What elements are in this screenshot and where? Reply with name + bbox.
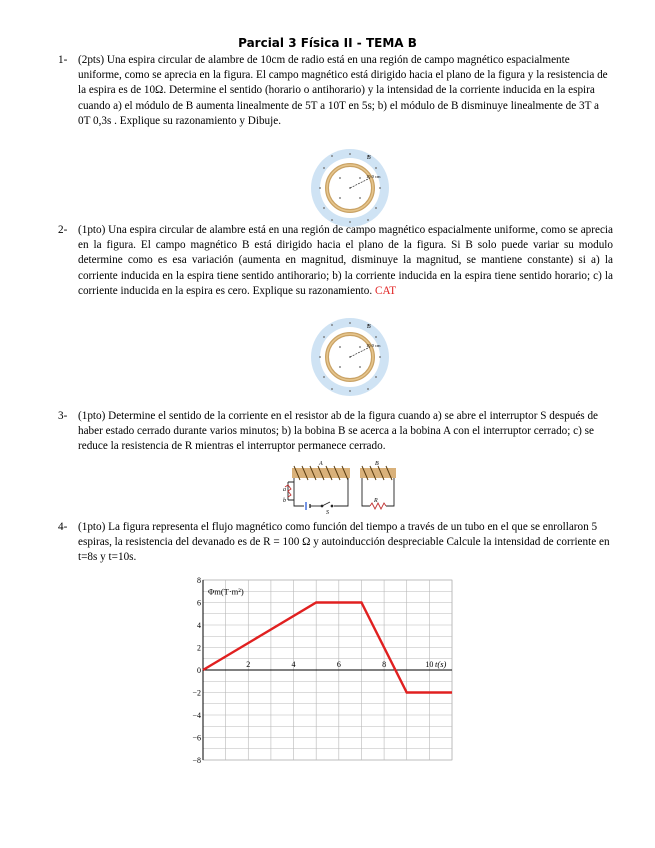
page-title: Parcial 3 Física II - TEMA B bbox=[238, 36, 417, 50]
field-label: B bbox=[367, 155, 371, 161]
y-tick-label: 6 bbox=[197, 598, 201, 608]
y-tick-label: −6 bbox=[192, 733, 201, 743]
coil-label-b: b bbox=[283, 498, 286, 504]
y-tick-label: 8 bbox=[197, 576, 201, 585]
x-tick-label: 4 bbox=[291, 660, 296, 669]
coil-label-A: A bbox=[319, 461, 323, 467]
field-label: B bbox=[367, 324, 371, 330]
y-tick-label: −8 bbox=[192, 756, 201, 765]
coil-figure bbox=[282, 460, 407, 516]
problem-text: (2pts) Una espira circular de alambre de 10cm de radio está en una región de campo magnético espacialmente uniforme, como se aprecia en la figura. El campo magnético está dirigido hacia el plano de la figura y la resistencia de la espira es de 10Ω. Determine el sentido (horario o antihorario) y la intensidad de la corriente inducida en la espira cuando a) el módulo de B aumenta linealmente de 5T a 10T en 5s; b) el módulo de B disminuye linealmente de 3T a 0T 0,3s . Explique su razonamiento y Dibuje. bbox=[78, 54, 608, 127]
coil-label-R: R bbox=[374, 498, 378, 504]
x-axis-label: t(s) bbox=[435, 659, 447, 669]
loop-figure-2 bbox=[310, 317, 390, 397]
coil-label-B: B bbox=[375, 461, 379, 467]
x-tick-label: 6 bbox=[336, 660, 341, 669]
problem-number: 4- bbox=[58, 521, 68, 533]
problem-text: (1pto) Determine el sentido de la corriente en el resistor ab de la figura cuando a) se abre el interruptor S después de haber estado cerrado durante varios minutos; b) la bobina B se acerca a la bobina A con el interruptor cerrado; c) se reduce la resistencia de R mientras el interruptor permanece cerrado. bbox=[78, 410, 599, 453]
y-tick-label: 4 bbox=[197, 621, 201, 630]
cat-tag: CAT bbox=[374, 284, 397, 297]
problem-number: 2- bbox=[58, 224, 68, 236]
problem-text bbox=[78, 223, 613, 299]
problem-number: 1- bbox=[58, 54, 68, 66]
coil-label-S: S bbox=[326, 510, 329, 516]
radius-label: 10.0 cm bbox=[366, 343, 381, 348]
problem-number: 3- bbox=[58, 410, 68, 422]
y-tick-label: −2 bbox=[192, 688, 201, 698]
y-tick-label: −4 bbox=[192, 711, 201, 720]
coil-label-a: a bbox=[283, 487, 286, 493]
x-tick-label: 8 bbox=[382, 660, 387, 669]
problem-text-body: (1pto) Una espira circular de alambre está en una región de campo magnético espacialmente uniforme, como se aprecia en la figura. El campo magnético B está dirigido hacia el plano de la figura. Si B solo puede variar su modulo determine como es esa variación (aumenta en magnitud, disminuye la magnitud, se mantiene constante) si a) la corriente inducida en la espira tiene sentido antihorario; b) la corriente inducida en la espira tiene sentido horario; c) la corriente inducida en la espira es cero. Explique su razonamiento. bbox=[78, 224, 613, 297]
radius-label: 10.0 cm bbox=[366, 174, 381, 179]
x-tick-label: 2 bbox=[246, 660, 251, 669]
flux-chart bbox=[190, 574, 460, 766]
y-tick-label: 0 bbox=[197, 666, 201, 675]
problem-text: (1pto) La figura representa el flujo magnético como función del tiempo a través de un tubo en el que se enrollaron 5 espiras, la resistencia del devanado es de R = 100 Ω y autoinducción despreciable Calcule la intensidad de corriente en t=8s y t=10s. bbox=[78, 521, 610, 564]
loop-figure-1 bbox=[310, 148, 390, 228]
y-tick-label: 2 bbox=[197, 643, 201, 653]
y-axis-label: Φm(T·m²) bbox=[208, 586, 244, 597]
x-tick-label: 10 bbox=[425, 660, 434, 669]
